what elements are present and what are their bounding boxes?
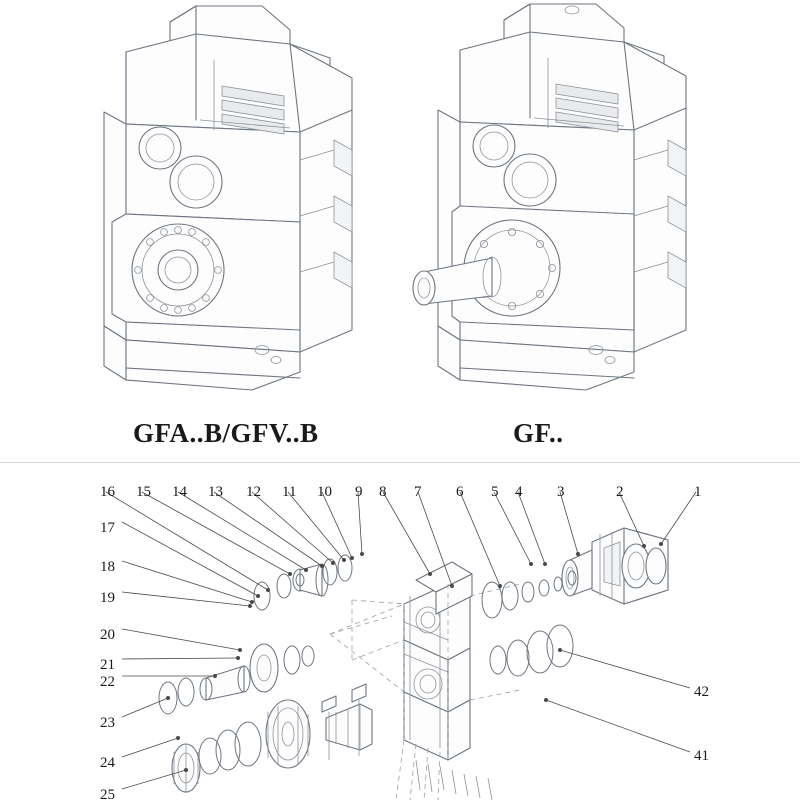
motor-adapter-module xyxy=(562,528,668,604)
callout-number-21: 21 xyxy=(100,657,115,673)
pinion-shafts xyxy=(322,684,372,760)
callout-number-3: 3 xyxy=(557,484,565,500)
callout-number-12: 12 xyxy=(246,484,261,500)
callout-number-16: 16 xyxy=(100,484,115,500)
ring-stack-right xyxy=(482,571,576,676)
exploded-assembly-drawing xyxy=(159,528,668,800)
caption-gf: GF.. xyxy=(513,418,564,448)
small-parts-top xyxy=(254,555,352,610)
gf-housing-drawing xyxy=(413,4,686,390)
callout-number-25: 25 xyxy=(100,787,115,803)
caption-gfa-gfv-b: GFA..B/GFV..B xyxy=(133,418,319,448)
callout-number-5: 5 xyxy=(491,484,499,500)
callout-number-17: 17 xyxy=(100,520,115,536)
callout-number-15: 15 xyxy=(136,484,151,500)
callout-number-20: 20 xyxy=(100,627,115,643)
gfa-gfv-b-housing-drawing xyxy=(104,6,352,390)
callout-number-6: 6 xyxy=(456,484,464,500)
callout-number-22: 22 xyxy=(100,674,115,690)
callout-number-10: 10 xyxy=(317,484,332,500)
callout-number-8: 8 xyxy=(379,484,387,500)
callout-number-24: 24 xyxy=(100,755,115,771)
section-divider xyxy=(0,462,800,463)
callout-number-1: 1 xyxy=(694,484,702,500)
callout-number-11: 11 xyxy=(282,484,297,500)
callout-number-18: 18 xyxy=(100,559,115,575)
callout-number-7: 7 xyxy=(414,484,422,500)
callout-number-19: 19 xyxy=(100,590,115,606)
callout-number-42: 42 xyxy=(694,684,709,700)
callout-number-9: 9 xyxy=(355,484,363,500)
callout-number-4: 4 xyxy=(515,484,523,500)
large-gear-bottom xyxy=(172,700,310,792)
callout-number-13: 13 xyxy=(208,484,223,500)
callout-number-2: 2 xyxy=(616,484,624,500)
callout-number-41: 41 xyxy=(694,748,709,764)
callout-number-14: 14 xyxy=(172,484,187,500)
callout-number-23: 23 xyxy=(100,715,115,731)
